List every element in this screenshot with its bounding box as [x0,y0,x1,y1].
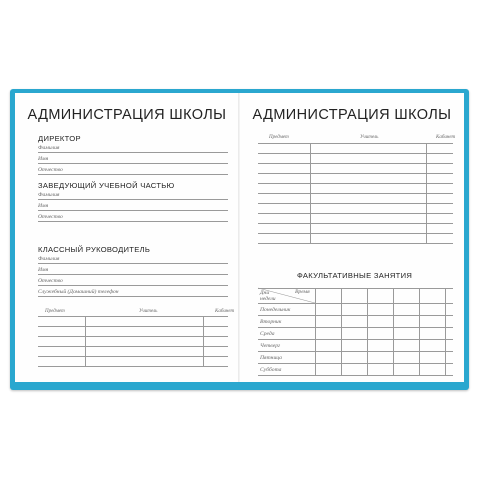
teacher-phone-label: Служебный (Домашний) телефон [38,289,119,295]
director-heading: ДИРЕКТОР [38,134,81,143]
teacher-phone-line[interactable] [38,296,228,297]
electives-column [341,288,342,375]
teacher-name-line[interactable] [38,274,228,275]
right-table-header-room: Кабинет [436,135,456,140]
electives-column [419,288,420,375]
electives-line [258,375,453,376]
electives-line [258,363,453,364]
deputy-surname-line[interactable] [38,199,228,200]
left-page-title: АДМИНИСТРАЦИЯ ШКОЛЫ [27,107,227,123]
left-table-line [38,336,228,337]
left-table-line [38,316,228,317]
deputy-patronymic-line[interactable] [38,221,228,222]
right-page [240,93,464,382]
right-page-title: АДМИНИСТРАЦИЯ ШКОЛЫ [252,107,452,123]
electives-corner-days: Дни недели [260,290,276,302]
left-table-line [38,356,228,357]
director-name-label: Имя [38,156,49,162]
electives-column [367,288,368,375]
elective-day-friday: Пятница [260,355,282,361]
teacher-patronymic-label: Отчество [38,278,63,284]
left-table-header-subject: Предмет [45,309,65,314]
elective-day-thursday: Четверг [260,343,281,349]
left-table-header-room: Кабинет [215,309,235,314]
electives-line [258,339,453,340]
electives-column [393,288,394,375]
deputy-patronymic-label: Отчество [38,214,63,220]
deputy-surname-label: Фамилия [38,192,60,198]
teacher-patronymic-line[interactable] [38,285,228,286]
left-table-line [38,366,228,367]
left-table-divider [203,316,204,366]
elective-day-tuesday: Вторник [260,319,282,325]
electives-column [315,288,316,375]
teacher-name-label: Имя [38,267,49,273]
left-table-line [38,326,228,327]
electives-column [445,288,446,375]
elective-day-wednesday: Среда [260,331,275,337]
notebook-cover [10,89,469,390]
electives-line [258,327,453,328]
elective-day-monday: Понедельник [260,307,291,313]
electives-heading: ФАКУЛЬТАТИВНЫЕ ЗАНЯТИЯ [297,271,413,280]
elective-day-saturday: Суббота [260,367,282,373]
director-surname-label: Фамилия [38,145,60,151]
director-patronymic-line[interactable] [38,174,228,175]
deputy-name-line[interactable] [38,210,228,211]
electives-line [258,315,453,316]
electives-line [258,288,453,289]
director-surname-line[interactable] [38,152,228,153]
director-patronymic-label: Отчество [38,167,63,173]
electives-line [258,303,453,304]
director-name-line[interactable] [38,163,228,164]
left-page [15,93,239,382]
class-teacher-heading: КЛАССНЫЙ РУКОВОДИТЕЛЬ [38,245,151,254]
electives-corner-time: Время [295,289,310,295]
deputy-name-label: Имя [38,203,49,209]
right-table-header-subject: Предмет [269,135,289,140]
teacher-surname-label: Фамилия [38,256,60,262]
left-table-header-teacher: Учитель [139,309,158,314]
right-table-header-teacher: Учитель [360,135,379,140]
deputy-heading: ЗАВЕДУЮЩИЙ УЧЕБНОЙ ЧАСТЬЮ [38,181,175,190]
electives-line [258,351,453,352]
teacher-surname-line[interactable] [38,263,228,264]
left-table-line [38,346,228,347]
left-table-divider [85,316,86,366]
